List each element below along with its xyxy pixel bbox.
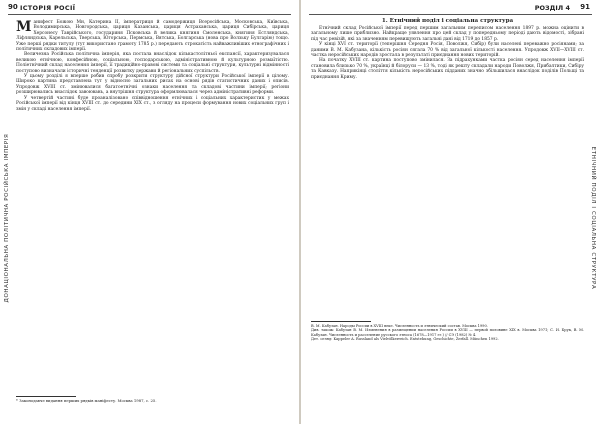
footnotes-left — [16, 399, 289, 404]
header-rule-left — [8, 14, 291, 15]
paragraph: Величезна Російська політична імперія, яка постала внаслідок кількастолітньої експансії, характеризувалася великою етнічною, конфесійною, соціальною, господарською, адміністративною й культурною розмаїтістю. Поліетнічний склад населення імперії, її традиційно-правові системи та соціальні структури, культурні відмінності поступово визначали історичні тенденції розвитку держави й регіональних суспільств. — [16, 52, 289, 74]
paragraph: У кінці XVI ст. території (теперішня Середня Росія, Поволжя, Сибір) були населені переважно росіянами; за даними В. М. Кабузана, кількість росіян сягала 70 % від загальної кількості населення. Упродовж XVII—XVIII ст. частка неросійських народів зростала в результаті приєднання нових територій. — [311, 42, 584, 59]
right-page — [301, 0, 600, 424]
chapter-label: РОЗДІЛ 4 — [534, 4, 570, 12]
paragraph: Манифест Божою Мн, Катерина II, імператриця й самодержиця Всеросійська, Московська, Київська, Володимирська, Новгородська, цариця Казанська, цариця Астраханська, цариця Сибірська, цариця Херсонесу Таврійського, государиня Псковська й велика княгиня Смоленська, княгиня Естляндська, Ліфляндська, Карельська, Тверська, Югорська, Пермська, Вятська, Болгарська (нова про Волзьку Булгарію) тощо. Уже перші рядки титулу (тут використано грамоту 1785 р.) передають строкатість найважливіших етнографічних і політичних складових імперії. — [16, 19, 289, 53]
paragraph: У четвертій частині буде проаналізовано співвідношення етнічних і соціальних характеристик у межах Російської імперії від кінця XVIII ст. до середини XIX ст., з огляду на процеси формування нових соціальних груп і змін у складі населення імперії. — [16, 95, 289, 112]
section-title: 1. Етнічний поділ і соціальна структура — [381, 18, 514, 24]
body-text-left — [16, 20, 289, 112]
footnote: Дет. огляд: Kappeler A. Russland als Vielvölkerreich. Entstehung, Geschichte, Zerfall. München 1992. — [311, 337, 499, 342]
footnote-rule-left — [16, 396, 76, 397]
page-number-left: 90 — [8, 3, 18, 11]
footnote: В. М. Кабузан. Народы России в XVIII веке. Численность и этнический состав. Москва 1990. — [311, 324, 488, 328]
running-header-left — [0, 3, 299, 15]
header-rule-right — [309, 14, 592, 15]
paragraph: Етнічний склад Російської імперії перед першим загальним переписом населення 1897 р. можна оцінити в загальному лише приблизно. Найкраще уявлення про цей склад у попередньому періоді дають відомості, зібрані під час ревізій, які за значенням перевищують загальні дані від 1719 до 1857 р. — [311, 26, 584, 42]
footnote: Див. також: Кабузан В. М. Изменения в размещении населения России в XVIII — первой половине XIX в. Москва 1971; С. И. Брук, В. М. Кабузан. Численность и расселение русского этноса (1678—1917 гг.) // СЭ (1982) № 4. — [311, 328, 584, 337]
side-title-left: ДОНАЦІОНАЛЬНА ПОЛІТИЧНА РОСІЙСЬКА ІМПЕРІЯ — [4, 133, 10, 303]
paragraph: У цьому розділі я вперше робив спробу розкрити структуру дійсної структури Російської імперії в цілому. Широко картина представлена тут у відносно загальних рисах на основі рядів статистичних даних і описів. Упродовж XVIII ст. змінювалися багатоетнічні ознаки населення та складові частини імперії; регіони розширювались внаслідок завоювань, а внутрішня структура оформлювалася через адміністративні реформи. — [16, 74, 289, 96]
page-number-right: 91 — [580, 3, 590, 11]
drop-cap: М — [16, 19, 32, 35]
footnote-rule-right — [311, 321, 371, 322]
left-page — [0, 0, 299, 424]
footnote: * Законодавче видання перших рядків маніфесту. Москва 1987, с. 25. — [16, 398, 157, 403]
paragraph: На початку XVIII ст. картина поступово змінилася. За підрахунками частка росіян серед населення імперії становила близько 70 %, українці й білоруси — 13 %, тоді як решту складали народи Поволжя, Прибалтики, Сибіру та Кавказу. Наприкінці століття кількість неросійських підданих значно збільшилася внаслідок поділів Польщі та приєднання Криму. — [311, 58, 584, 80]
running-header-right — [301, 3, 600, 15]
running-head-title: ІСТОРІЯ РОСІЇ — [20, 4, 76, 12]
side-title-right: ЕТНІЧНИЙ ПОДІЛ І СОЦІАЛЬНА СТРУКТУРА — [590, 146, 596, 290]
footnotes-right — [311, 324, 584, 342]
body-text-right — [311, 18, 584, 80]
